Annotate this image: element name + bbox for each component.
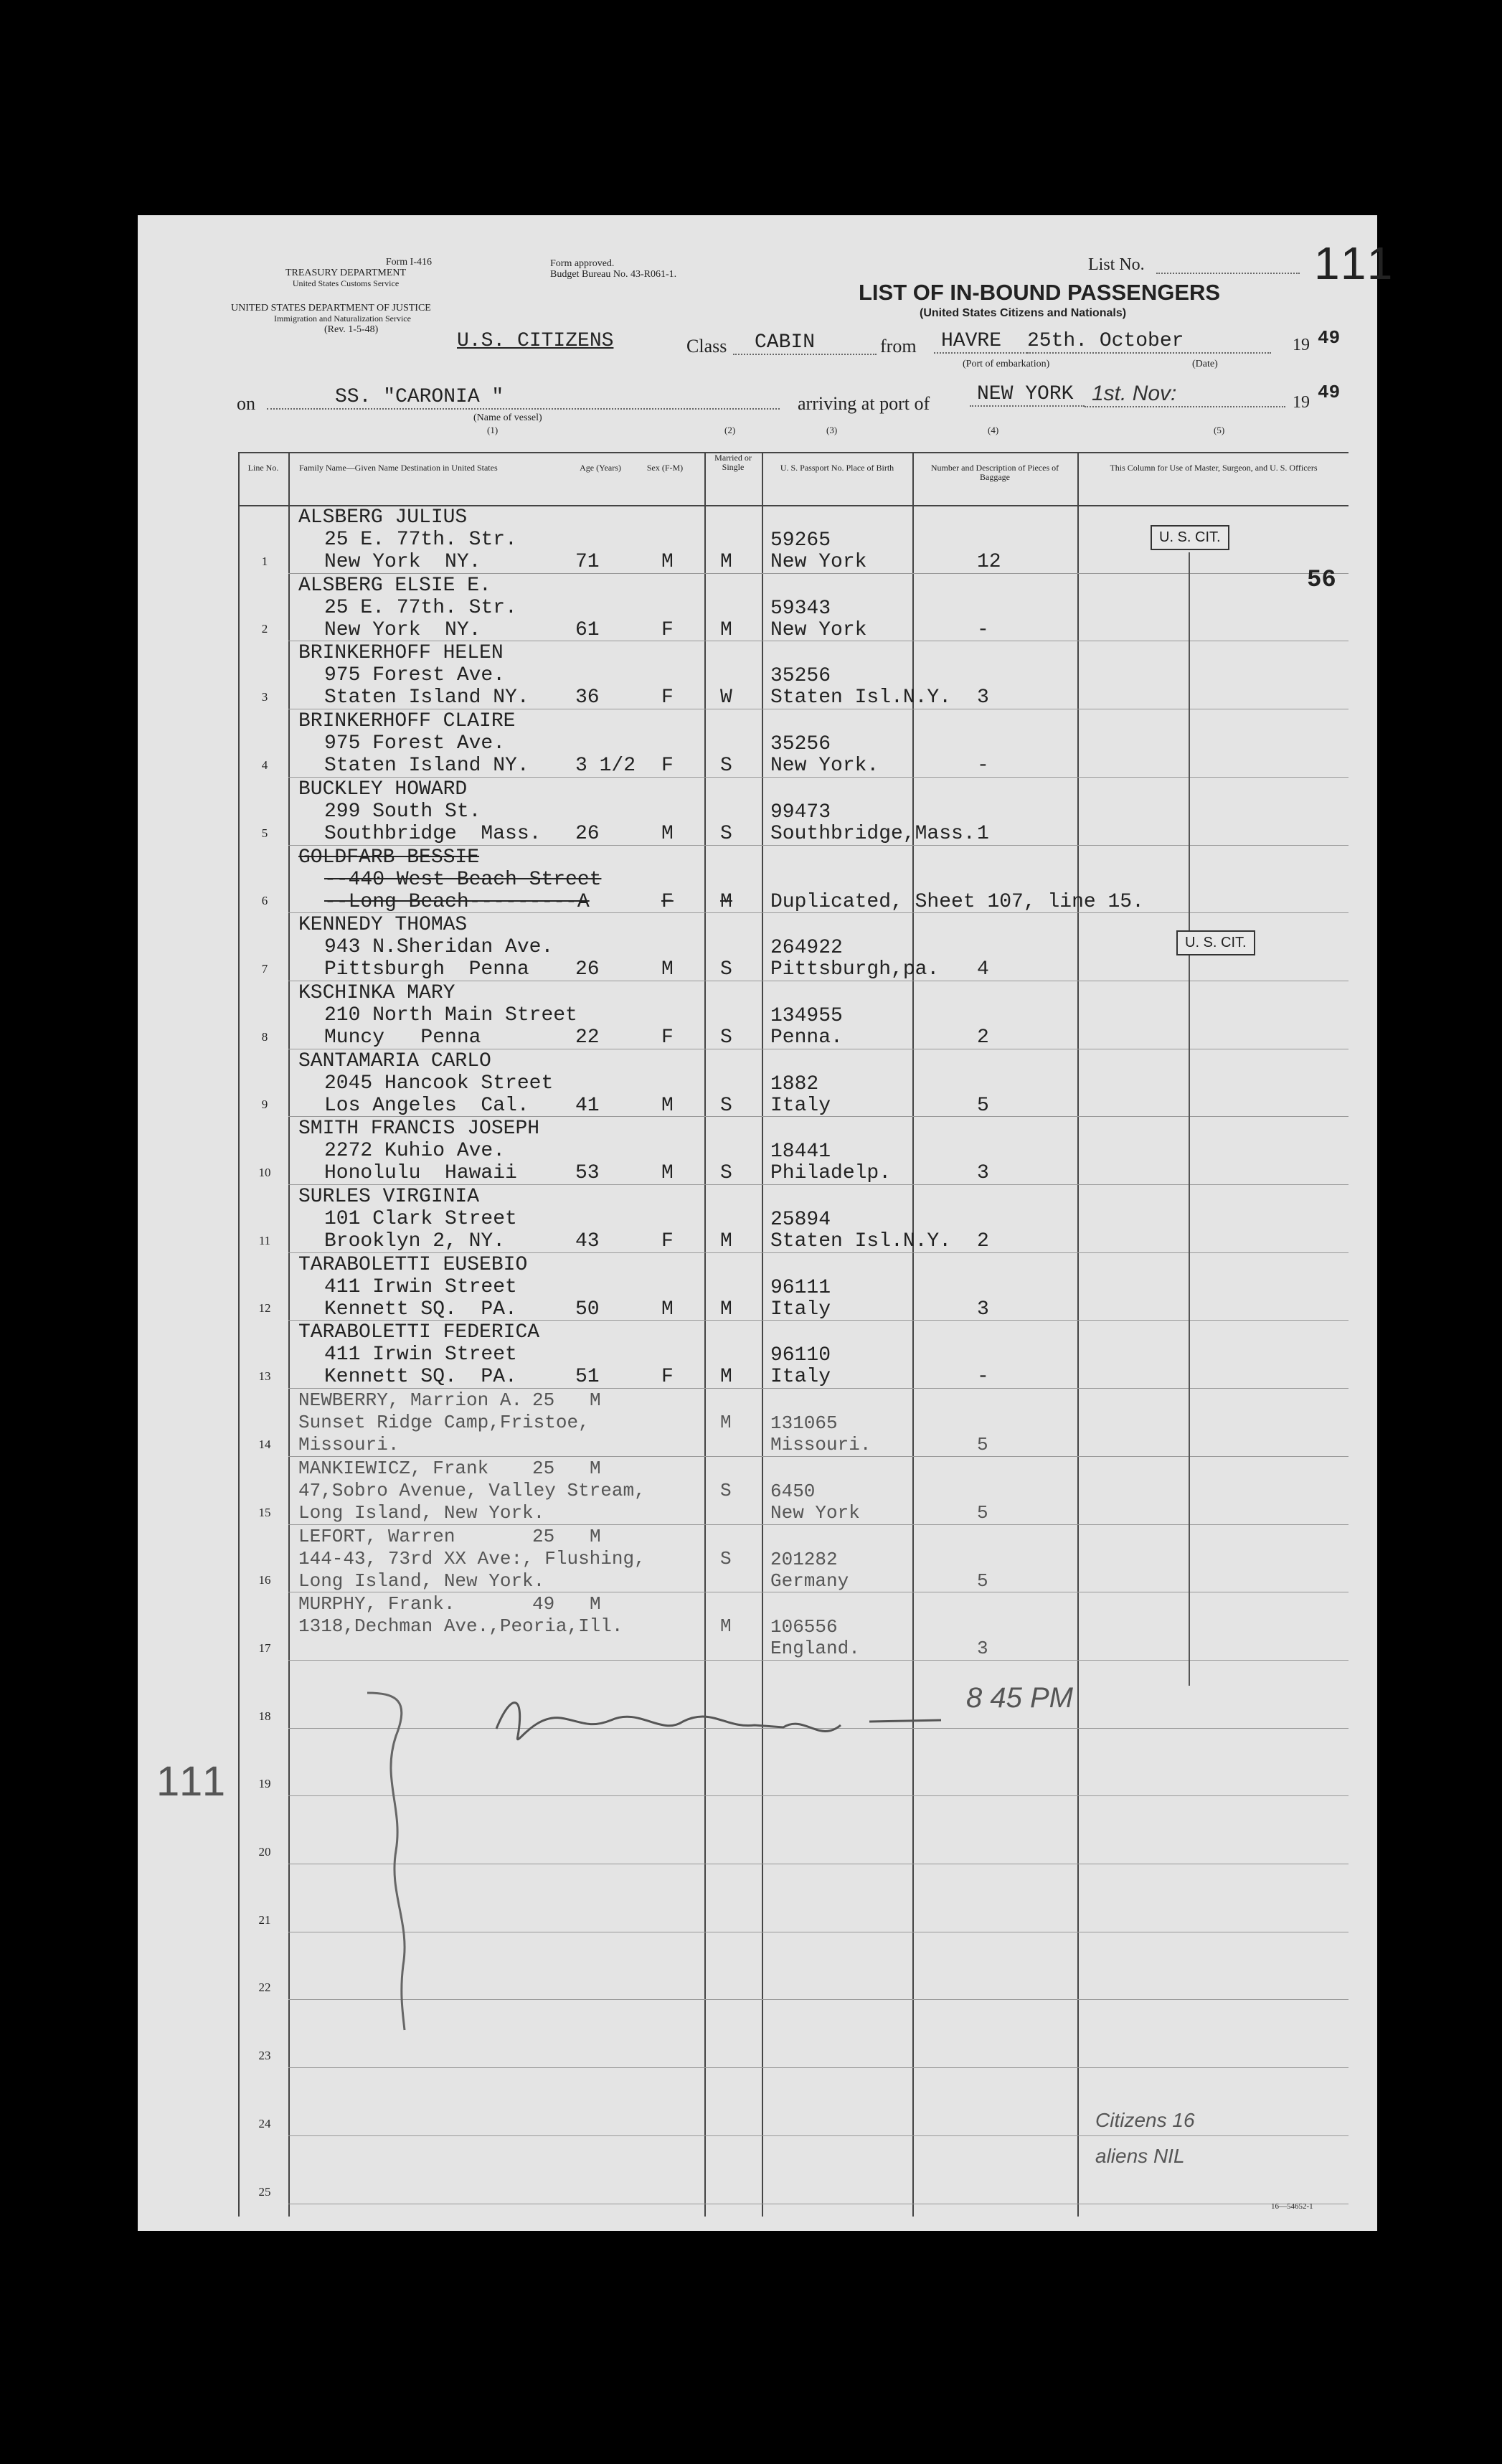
class-label: Class — [686, 336, 727, 357]
passenger-sex: F — [661, 686, 674, 709]
budget-approval — [550, 258, 765, 280]
table-top-rule — [238, 452, 1349, 453]
line-number: 11 — [258, 1233, 271, 1247]
passenger-address: 25 E. 77th. Str. — [324, 529, 517, 551]
arriving-label: arriving at port of — [798, 393, 930, 414]
col-num-5: (5) — [1214, 425, 1225, 435]
passenger-name: MURPHY, Frank. — [298, 1593, 455, 1615]
marital-status: S — [720, 1162, 732, 1185]
col-head-married: Married or Single — [714, 453, 752, 472]
birth-place: Italy — [770, 1366, 831, 1389]
passenger-address: 210 North Main Street — [324, 1004, 577, 1026]
baggage-count: 12 — [977, 551, 1001, 573]
line-number: 3 — [261, 690, 268, 704]
birth-place: Southbridge,Mass. — [770, 822, 976, 845]
passenger-city: Los Angeles Cal. — [324, 1094, 529, 1117]
marital-status: S — [720, 822, 732, 845]
page-subtitle: (United States Citizens and Nationals) — [920, 307, 1127, 319]
col-head-passport: U. S. Passport No. Place of Birth — [780, 463, 894, 473]
line-number: 16 — [258, 1573, 271, 1587]
birth-place: Staten Isl.N.Y. — [770, 686, 952, 709]
line-number: 13 — [258, 1369, 271, 1384]
passenger-city: --Long Beach---------A — [324, 890, 590, 913]
passport-number: 25894 — [770, 1209, 831, 1231]
passenger-sex: M — [661, 822, 674, 845]
table-left-rule — [238, 452, 240, 2217]
birth-place: Italy — [770, 1094, 831, 1117]
baggage-count: 4 — [977, 958, 989, 981]
justice-dept: UNITED STATES DEPARTMENT OF JUSTICE — [231, 303, 431, 313]
baggage-count: - — [977, 1366, 989, 1389]
passport-number: 6450 — [770, 1480, 816, 1502]
line-number: 24 — [258, 2116, 271, 2130]
passenger-city: Kennett SQ. PA. — [324, 1298, 517, 1321]
row-rule — [288, 1999, 1349, 2000]
passenger-address: 411 Irwin Street — [324, 1344, 517, 1366]
row-rule — [288, 1795, 1349, 1796]
us-citizen-stamp-2: U. S. CIT. — [1176, 930, 1255, 955]
approval-line2: Budget Bureau No. 43-R061-1. — [550, 269, 677, 280]
passport-number: 59265 — [770, 529, 831, 552]
passenger-name: ALSBERG ELSIE E. — [298, 574, 491, 597]
marital-status: M — [720, 1298, 732, 1321]
row-rule — [288, 2135, 1349, 2136]
passenger-city: Muncy Penna — [324, 1026, 481, 1049]
passport-number: 99473 — [770, 801, 831, 823]
customs-service: United States Customs Service — [292, 278, 400, 288]
rule-officers — [1077, 452, 1079, 2217]
baggage-count: - — [977, 755, 989, 778]
col-head-age: Age (Years) — [580, 463, 621, 473]
passenger-city: New York NY. — [324, 551, 481, 573]
form-number: Form I-416 — [385, 257, 432, 268]
passenger-address: Sunset Ridge Camp,Fristoe, — [298, 1412, 590, 1434]
passenger-name: MANKIEWICZ, Frank — [298, 1457, 489, 1479]
treasury-dept: TREASURY DEPARTMENT — [285, 268, 407, 278]
baggage-count: 3 — [977, 1298, 989, 1321]
marital-status: M — [720, 618, 732, 641]
passenger-sex: F — [661, 1026, 674, 1049]
passenger-address: 101 Clark Street — [324, 1208, 517, 1230]
passport-number: 35256 — [770, 665, 831, 688]
col-num-3: (3) — [826, 425, 838, 435]
arrival-year-prefix: 19 — [1293, 393, 1310, 412]
birth-place: Philadelp. — [770, 1162, 892, 1185]
passenger-address: 47,Sobro Avenue, Valley Stream, — [298, 1479, 646, 1501]
line-number: 18 — [258, 1709, 271, 1723]
passenger-manifest-sheet — [138, 215, 1397, 2231]
passenger-city: Brooklyn 2, NY. — [324, 1230, 506, 1252]
passport-number: 59343 — [770, 597, 831, 620]
birth-place: Pittsburgh,pa. — [770, 958, 940, 981]
marital-status: S — [720, 1547, 732, 1569]
marital-status: S — [720, 1026, 732, 1049]
baggage-count: 2 — [977, 1230, 989, 1252]
baggage-count: 5 — [977, 1434, 988, 1456]
passport-number: 201282 — [770, 1548, 838, 1570]
line-number: 21 — [258, 1912, 271, 1927]
col-head-officers: This Column for Use of Master, Surgeon, and U. S. Officers — [1110, 463, 1318, 473]
line-number: 12 — [258, 1301, 271, 1316]
col-num-1: (1) — [487, 425, 499, 435]
passenger-age: 50 — [575, 1298, 600, 1321]
passport-number: 131065 — [770, 1412, 838, 1435]
passport-number: 1882 — [770, 1072, 819, 1095]
passenger-sex: M — [590, 1525, 601, 1547]
passenger-sex: M — [590, 1593, 601, 1615]
marital-status: W — [720, 686, 732, 709]
marital-status: M — [720, 890, 732, 913]
embark-date: 25th. October — [1027, 330, 1271, 354]
passenger-name: KENNEDY THOMAS — [298, 914, 468, 937]
approval-line1: Form approved. — [550, 258, 615, 269]
baggage-count: 2 — [977, 1026, 989, 1049]
officer-bracket-line — [1189, 552, 1190, 1686]
marital-status: M — [720, 1230, 732, 1252]
passenger-name: ALSBERG JULIUS — [298, 506, 468, 529]
ins-service: Immigration and Naturalization Service — [274, 313, 411, 324]
passenger-address: 2045 Hancook Street — [324, 1072, 554, 1095]
baggage-count: 5 — [977, 1569, 988, 1592]
passenger-name: KSCHINKA MARY — [298, 981, 455, 1004]
passenger-sex: F — [661, 1366, 674, 1389]
passenger-sex: F — [661, 1230, 674, 1252]
marital-status: M — [720, 1366, 732, 1389]
vessel-caption: (Name of vessel) — [473, 412, 542, 423]
line-number: 25 — [258, 2184, 271, 2199]
port-embark-caption: (Port of embarkation) — [963, 359, 1050, 369]
passenger-age: 36 — [575, 686, 600, 709]
passenger-name: SURLES VIRGINIA — [298, 1186, 480, 1208]
marital-status: M — [720, 1615, 732, 1638]
passenger-city: Pittsburgh Penna — [324, 958, 529, 981]
passenger-city: Honolulu Hawaii — [324, 1162, 517, 1185]
baggage-count: - — [977, 618, 989, 641]
line-number: 14 — [258, 1437, 271, 1451]
rule-baggage — [912, 452, 914, 2217]
margin-tally: 111 — [156, 1758, 229, 1805]
line-number: 1 — [261, 554, 268, 568]
aliens-count-note: aliens NIL — [1095, 2145, 1185, 2167]
passenger-age: 53 — [575, 1162, 600, 1185]
passenger-age: 3 1/2 — [575, 755, 636, 778]
col-num-2: (2) — [724, 425, 736, 435]
birth-place: New York — [770, 1501, 860, 1524]
passport-number: 106556 — [770, 1616, 838, 1638]
line-number: 23 — [258, 2049, 271, 2063]
passenger-name: SANTAMARIA CARLO — [298, 1049, 491, 1072]
us-citizen-stamp: U. S. CIT. — [1151, 525, 1229, 550]
passenger-address: 1318,Dechman Ave.,Peoria,Ill. — [298, 1615, 623, 1638]
passenger-address: 144-43, 73rd XX Ave:, Flushing, — [298, 1547, 646, 1569]
passenger-city: Kennett SQ. PA. — [324, 1366, 517, 1389]
passenger-name: BRINKERHOFF HELEN — [298, 642, 504, 665]
passenger-age: 25 — [532, 1389, 555, 1412]
passenger-sex: M — [661, 1094, 674, 1117]
arrival-year: 49 — [1318, 382, 1341, 403]
passport-number: 96110 — [770, 1344, 831, 1367]
passenger-sex: M — [590, 1389, 601, 1412]
year-prefix: 19 — [1293, 336, 1310, 354]
vessel-name: SS. "CARONIA " — [267, 386, 780, 410]
passenger-sex: F — [661, 755, 674, 778]
passport-number: 264922 — [770, 937, 843, 960]
passenger-sex: M — [661, 958, 674, 981]
passenger-city: Staten Island NY. — [324, 686, 529, 709]
line-number: 6 — [261, 894, 268, 908]
passenger-sex: M — [661, 1298, 674, 1321]
passenger-address: --440 West Beach Street — [324, 868, 602, 891]
baggage-count: 3 — [977, 686, 989, 709]
officer-signature — [482, 1686, 970, 1757]
date-caption: (Date) — [1192, 359, 1218, 369]
baggage-count: 5 — [977, 1094, 989, 1117]
birth-place: New York — [770, 551, 867, 573]
passenger-age: 61 — [575, 618, 600, 641]
marital-status: S — [720, 1094, 732, 1117]
col-num-4: (4) — [988, 425, 999, 435]
passenger-name: LEFORT, Warren — [298, 1525, 455, 1547]
passport-number: 18441 — [770, 1141, 831, 1163]
list-number-value: 111 — [1314, 237, 1397, 289]
birth-place: New York. — [770, 755, 879, 778]
marital-status: M — [720, 551, 732, 573]
passenger-age: 71 — [575, 551, 600, 573]
birth-place: England. — [770, 1638, 860, 1660]
passport-number: 96111 — [770, 1276, 831, 1299]
passenger-city: Southbridge Mass. — [324, 822, 542, 845]
col-head-name: Family Name—Given Name Destination in United States — [299, 463, 498, 473]
marital-status: S — [720, 1479, 732, 1501]
line-number: 19 — [258, 1777, 271, 1791]
birth-place: Italy — [770, 1298, 831, 1321]
passenger-city: Long Island, New York. — [298, 1569, 545, 1592]
passenger-age: 51 — [575, 1366, 600, 1389]
line-number: 8 — [261, 1029, 268, 1044]
footer-code: 16—54652-1 — [1271, 2202, 1313, 2211]
passenger-address: 943 N.Sheridan Ave. — [324, 936, 554, 959]
margin-squiggle — [353, 1679, 439, 2037]
marital-status: M — [720, 1412, 732, 1434]
passenger-age: 26 — [575, 958, 600, 981]
col-head-sex: Sex (F-M) — [646, 463, 684, 473]
marital-status: S — [720, 755, 732, 778]
passenger-name: NEWBERRY, Marrion A. — [298, 1389, 523, 1412]
passenger-age: 25 — [532, 1525, 555, 1547]
passenger-address: 299 South St. — [324, 800, 481, 823]
line-number: 17 — [258, 1641, 271, 1655]
line-number: 7 — [261, 961, 268, 976]
passenger-sex: M — [661, 551, 674, 573]
list-number-dots — [1156, 273, 1300, 274]
baggage-count: 5 — [977, 1501, 988, 1524]
birth-place: Germany — [770, 1569, 849, 1592]
birth-place: Staten Isl.N.Y. — [770, 1230, 952, 1252]
passenger-address: 411 Irwin Street — [324, 1275, 517, 1298]
passenger-name: TARABOLETTI FEDERICA — [298, 1321, 540, 1344]
rule-passport — [762, 452, 763, 2217]
passenger-age: 22 — [575, 1026, 600, 1049]
embark-port: HAVRE — [934, 330, 1027, 354]
birth-place: Penna. — [770, 1026, 843, 1049]
passenger-name: BUCKLEY HOWARD — [298, 778, 468, 801]
arrival-time-note: 8 45 PM — [966, 1682, 1073, 1714]
passenger-address: 2272 Kuhio Ave. — [324, 1140, 506, 1163]
passenger-sex: F — [661, 890, 674, 913]
line-number: 5 — [261, 826, 268, 840]
birth-place: New York — [770, 618, 867, 641]
baggage-count: 1 — [977, 822, 989, 845]
passenger-address: 25 E. 77th. Str. — [324, 596, 517, 619]
arrival-port: NEW YORK — [970, 383, 1085, 407]
passenger-age: 49 — [532, 1593, 555, 1615]
class-value: CABIN — [733, 331, 877, 355]
line-number: 2 — [261, 622, 268, 636]
passenger-city: New York NY. — [324, 618, 481, 641]
passport-number: 134955 — [770, 1004, 843, 1027]
line-number: 10 — [258, 1166, 271, 1179]
passenger-age: 43 — [575, 1230, 600, 1252]
passenger-name: GOLDFARB BESSIE — [298, 846, 480, 869]
birth-place: Missouri. — [770, 1434, 872, 1456]
count-mark: 56 — [1307, 567, 1336, 594]
passenger-name: BRINKERHOFF CLAIRE — [298, 710, 516, 733]
from-label: from — [880, 336, 917, 357]
passenger-name: SMITH FRANCIS JOSEPH — [298, 1118, 540, 1141]
marital-status: S — [720, 958, 732, 981]
passenger-city: Long Island, New York. — [298, 1501, 545, 1524]
baggage-count: 3 — [977, 1162, 989, 1185]
on-label: on — [237, 393, 255, 414]
passenger-sex: F — [661, 618, 674, 641]
passenger-age: 25 — [532, 1457, 555, 1479]
rule-married — [704, 452, 706, 2217]
form-header-left — [231, 257, 460, 289]
passenger-address: 975 Forest Ave. — [324, 732, 506, 755]
passport-number: 35256 — [770, 733, 831, 756]
rule-line-no — [288, 452, 290, 2217]
passenger-age: 26 — [575, 822, 600, 845]
year-value: 49 — [1318, 327, 1341, 349]
citizens-count-note: Citizens 16 — [1095, 2109, 1195, 2131]
form-revision: (Rev. 1-5-48) — [324, 324, 379, 335]
passenger-sex: M — [590, 1457, 601, 1479]
passenger-name: TARABOLETTI EUSEBIO — [298, 1253, 528, 1276]
row-rule — [288, 2067, 1349, 2068]
arrival-date: 1st. Nov: — [1085, 382, 1285, 407]
birth-place: Duplicated, Sheet 107, line 15. — [770, 890, 1144, 913]
baggage-count: 3 — [977, 1638, 988, 1660]
passenger-age: 41 — [575, 1094, 600, 1117]
passenger-city: Missouri. — [298, 1434, 400, 1456]
citizen-category: U.S. CITIZENS — [457, 330, 614, 352]
col-head-baggage: Number and Description of Pieces of Baggage — [930, 463, 1059, 482]
line-number: 22 — [258, 1981, 271, 1995]
passenger-address: 975 Forest Ave. — [324, 664, 506, 687]
list-number-label: List No. — [1088, 255, 1145, 274]
line-number: 20 — [258, 1845, 271, 1859]
line-number: 4 — [261, 757, 268, 772]
line-number: 9 — [261, 1098, 268, 1112]
page-title: LIST OF IN-BOUND PASSENGERS — [859, 280, 1221, 305]
passenger-sex: M — [661, 1162, 674, 1185]
line-number: 15 — [258, 1505, 271, 1519]
passenger-city: Staten Island NY. — [324, 755, 529, 778]
col-head-line-no: Line No. — [247, 463, 279, 473]
